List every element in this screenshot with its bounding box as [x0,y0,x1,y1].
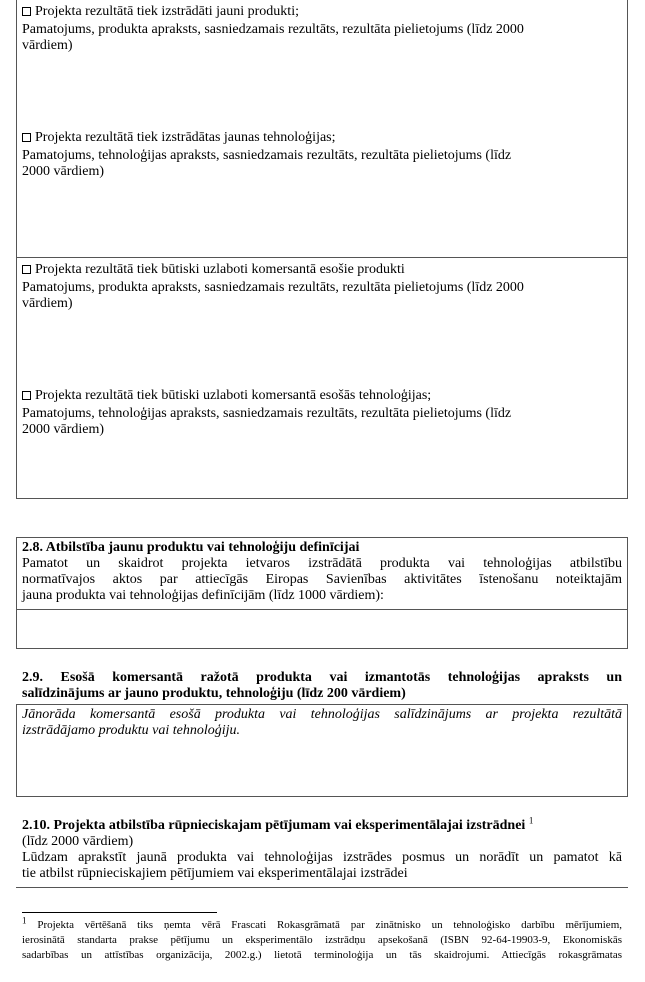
option-label: Projekta rezultātā tiek izstrādāti jauni produkti; [35,4,299,19]
options-divider [16,257,628,258]
section-2-8-answer-field[interactable] [17,610,627,648]
option-description: 2000 vārdiem) [22,164,105,179]
section-2-8-body: normatīvajos aktos par attiecīgās Eiropas Savienības aktivitātes īstenošanu noteiktajām [22,572,622,587]
section-2-10-body: tie atbilst rūpnieciskajiem pētījumiem vai eksperimentālajai izstrādei [22,866,408,881]
option-label: Projekta rezultātā tiek izstrādātas jaunas tehnoloģijas; [35,130,336,145]
section-2-10-subtitle: (līdz 2000 vārdiem) [22,834,134,849]
option-description: vārdiem) [22,296,73,311]
section-2-10-title: 2.10. Projekta atbilstība rūpnieciskajam pētījumam vai eksperimentālajai izstrādnei [22,818,526,833]
option-description: Pamatojums, produkta apraksts, sasniedzamais rezultāts, rezultāta pielietojums (līdz 2000 [22,280,524,295]
section-2-10-underline [16,887,628,888]
section-2-8-body: Pamatot un skaidrot projekta ietvaros izstrādātā produkta vai tehnoloģijas atbilstību [22,556,622,571]
option-improved-technologies [22,388,622,438]
footnote-marker: 1 [22,915,27,926]
checkbox-new-technologies[interactable] [22,133,31,142]
checkbox-improved-technologies[interactable] [22,391,31,400]
section-2-8-header [22,540,622,604]
option-label: Projekta rezultātā tiek būtiski uzlaboti komersantā esošās tehnoloģijas; [35,388,432,403]
section-2-8-body: jauna produkta vai tehnoloģijas definīcijām (līdz 1000 vārdiem): [22,588,384,603]
option-new-products [22,4,622,54]
footnote-ref[interactable]: 1 [528,815,534,826]
footnote: $^1$ Projekta vērtēšanā tiks ņemta vērā Frascati Rokasgrāmatā par zinātnisko un tehnoloģisko darbību mērījumiem, ierosinātā standarta prakse pētījumu un eksperimentālo izstrādņu apsekošanā (ISBN 92-64-19903-9, Ekonomiskās sadarbības un attīstības organizācija, 2002.g.) lietotā terminoloģija un tās skaidrojumi. Attiecīgās rokasgrāmatas [22,915,622,961]
option-description: Pamatojums, tehnoloģijas apraksts, sasniedzamais rezultāts, rezultāta pielietojums (līdz [22,148,512,163]
section-2-9-title: salīdzinājums ar jauno produktu, tehnoloģiju (līdz 200 vārdiem) [22,686,406,701]
option-description: vārdiem) [22,38,73,53]
section-2-8-title: 2.8. Atbilstība jaunu produktu vai tehnoloģiju definīcijai [22,540,360,555]
checkbox-new-products[interactable] [22,7,31,16]
section-2-9-note: Jānorāda komersantā esošā produkta vai tehnoloģijas salīdzinājums ar projekta rezultātā izstrādājamo produktu vai tehnoloģiju. [22,707,622,738]
section-2-10-header [22,815,622,882]
option-new-technologies [22,130,622,180]
footnote-separator [22,912,217,913]
option-description: Pamatojums, tehnoloģijas apraksts, sasniedzamais rezultāts, rezultāta pielietojums (līdz [22,406,512,421]
option-description: 2000 vārdiem) [22,422,105,437]
section-2-10-body: Lūdzam aprakstīt jaunā produkta vai tehnoloģijas izstrādes posmus un norādīt un pamatot kā [22,850,622,865]
option-description: Pamatojums, produkta apraksts, sasniedzamais rezultāts, rezultāta pielietojums (līdz 2000 [22,22,524,37]
checkbox-improved-products[interactable] [22,265,31,274]
section-2-9-title: 2.9. Esošā komersantā ražotā produkta vai izmantotās tehnoloģijas apraksts un [22,670,622,685]
option-improved-products [22,262,622,312]
option-label: Projekta rezultātā tiek būtiski uzlaboti komersantā esošie produkti [35,262,405,277]
section-2-9-header [22,670,622,702]
